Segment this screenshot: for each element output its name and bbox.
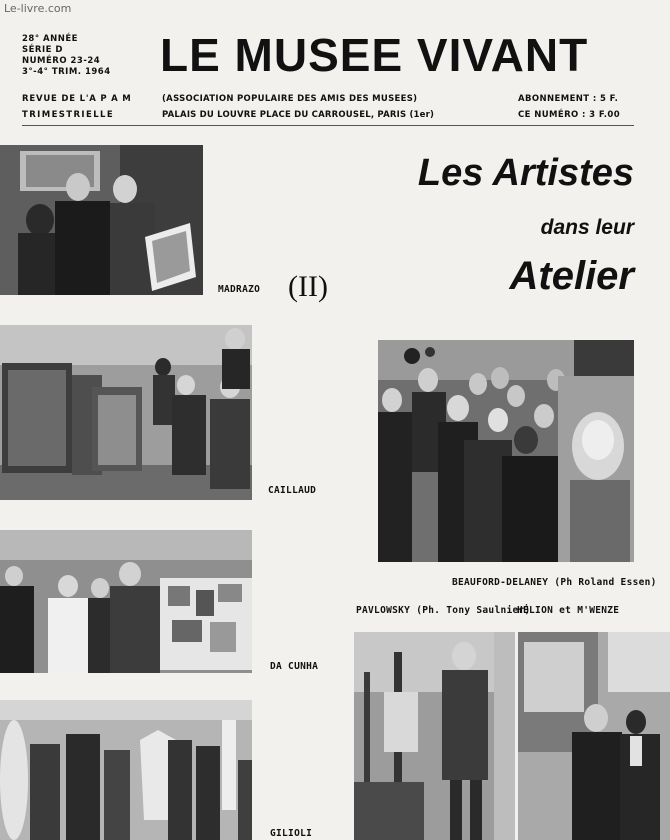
- photo-dacunha: [0, 530, 252, 673]
- headline-line2: dans leur: [540, 216, 634, 239]
- caption-caillaud: CAILLAUD: [268, 485, 317, 496]
- issue-info: [22, 34, 142, 78]
- photo-helion-mwenze: [518, 632, 670, 840]
- header-divider: [22, 125, 634, 126]
- caption-dacunha: DA CUNHA: [270, 661, 319, 672]
- issue-series: SÉRIE D: [22, 45, 63, 55]
- photo-beauford-delaney: [378, 340, 634, 562]
- photo-gilioli: [0, 700, 252, 840]
- photo-pavlowsky: [354, 632, 515, 840]
- photo-madrazo: [0, 145, 203, 295]
- issue-year: 28° ANNÉE: [22, 34, 78, 44]
- revue-label: REVUE DE L'A P A M: [22, 94, 132, 104]
- association-name: (ASSOCIATION POPULAIRE DES AMIS DES MUSEES): [162, 94, 418, 104]
- watermark: Le-livre.com: [4, 2, 72, 15]
- caption-pavlowsky: PAVLOWSKY (Ph. Tony Saulnier): [356, 605, 531, 616]
- issue-price: CE NUMÉRO : 3 F.00: [518, 110, 621, 120]
- caption-helion: HÉLION et M'WENZE: [517, 605, 620, 616]
- subscription-price: ABONNEMENT : 5 F.: [518, 94, 619, 104]
- periodicity: TRIMESTRIELLE: [22, 110, 115, 120]
- issue-number: NUMÉRO 23-24: [22, 56, 101, 66]
- headline-line1: Les Artistes: [417, 152, 634, 194]
- issue-quarter: 3°-4° TRIM. 1964: [22, 67, 111, 77]
- address: PALAIS DU LOUVRE PLACE DU CARROUSEL, PARIS (1er): [162, 110, 435, 120]
- caption-madrazo: MADRAZO: [218, 284, 261, 295]
- masthead-title: LE MUSEE VIVANT: [160, 29, 589, 81]
- caption-gilioli: GILIOLI: [270, 828, 313, 839]
- photo-caillaud: [0, 325, 252, 500]
- part-number: (II): [288, 270, 328, 303]
- headline-line3: Atelier: [509, 254, 634, 298]
- caption-beauford-delaney: BEAUFORD-DELANEY (Ph Roland Essen): [452, 577, 657, 588]
